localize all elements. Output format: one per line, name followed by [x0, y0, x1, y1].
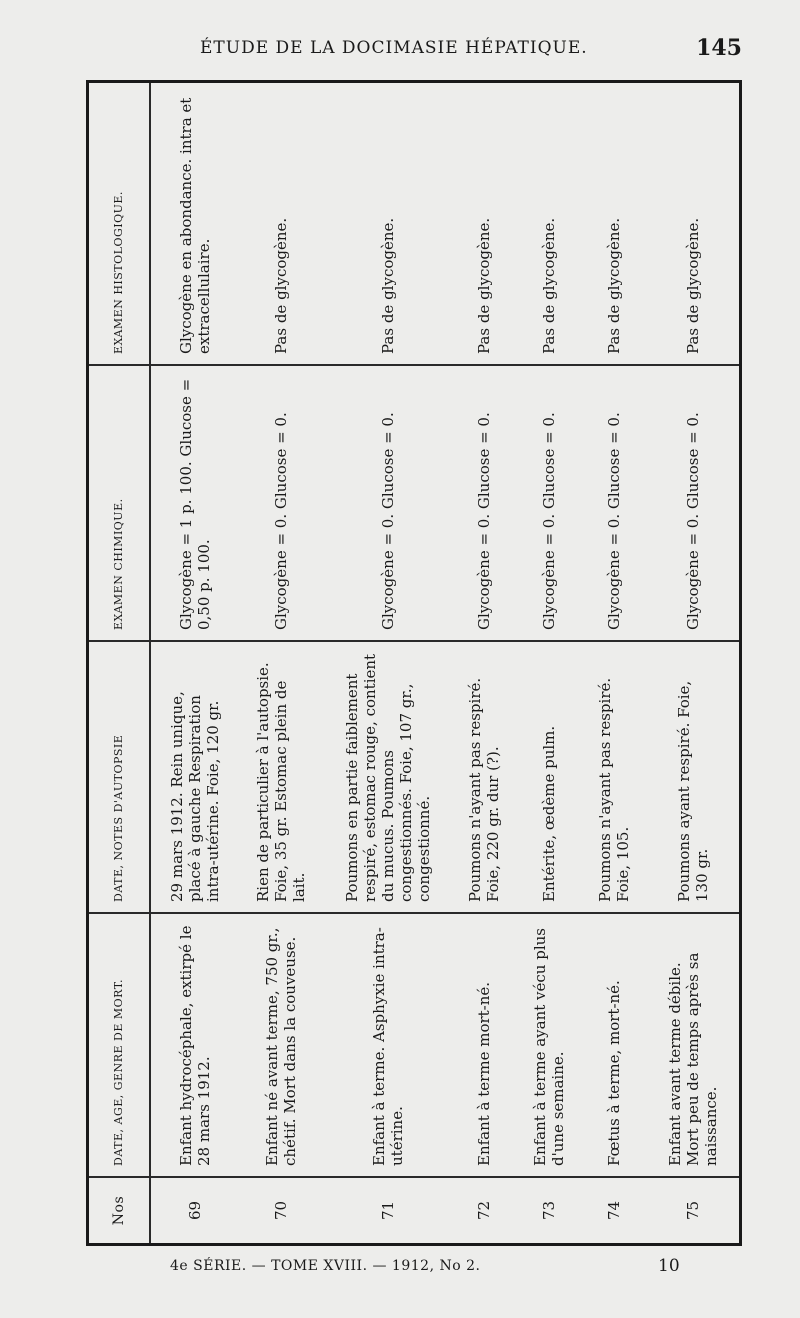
cell-genre: Enfant à terme mort-né.: [452, 913, 516, 1177]
cell-histologique: Pas de glycogène.: [239, 83, 323, 365]
cell-autopsie: 29 mars 1912. Rein unique, placé à gauche Respiration intra-utérine. Foie, 120 gr.: [150, 641, 239, 913]
cell-autopsie: Poumons ayant respiré. Foie, 130 gr.: [648, 641, 739, 913]
cell-histologique: Glycogène en abondance. intra et extracellulaire.: [150, 83, 239, 365]
cell-chimique: Glycogène = 0. Glucose = 0.: [452, 365, 516, 641]
column-header-genre: DATE, AGE, GENRE DE MORT.: [89, 913, 150, 1177]
cell-chimique: Glycogène = 0. Glucose = 0.: [239, 365, 323, 641]
column-header-autopsie: DATE, NOTES D'AUTOPSIE: [89, 641, 150, 913]
series-info: 4e SÉRIE. — TOME XVIII. — 1912, No 2.: [170, 1258, 481, 1274]
page-header: [0, 35, 800, 68]
table-row: [452, 83, 516, 1243]
table-row: [150, 83, 239, 1243]
cell-autopsie: Poumons n'ayant pas respiré. Foie, 220 gr. dur (?).: [452, 641, 516, 913]
column-header-chimique: EXAMEN CHIMIQUE.: [89, 365, 150, 641]
cell-chimique: Glycogène = 1 p. 100. Glucose = 0,50 p. 100.: [150, 365, 239, 641]
cell-no: 71: [378, 1200, 397, 1221]
cell-chimique: Glycogène = 0. Glucose = 0.: [323, 365, 452, 641]
cell-histologique: Pas de glycogène.: [323, 83, 452, 365]
column-header-histologique: EXAMEN HISTOLOGIQUE.: [89, 83, 150, 365]
cell-no: 74: [605, 1200, 624, 1221]
cell-no: 72: [475, 1200, 494, 1221]
table-row: [648, 83, 739, 1243]
page-footer: [0, 1252, 800, 1282]
cell-genre: Enfant né avant terme, 750 gr., chétif. Mort dans la couveuse.: [239, 913, 323, 1177]
cell-no: 70: [272, 1200, 291, 1221]
cell-chimique: Glycogène = 0. Glucose = 0.: [648, 365, 739, 641]
table-header-row: [89, 83, 150, 1243]
table-row: [239, 83, 323, 1243]
cell-genre: Enfant à terme ayant vécu plus d'une semaine.: [517, 913, 581, 1177]
cell-histologique: Pas de glycogène.: [648, 83, 739, 365]
table-frame: [86, 80, 742, 1246]
cell-autopsie: Poumons en partie faiblement respiré, estomac rouge, contient du mucus. Poumons congestionnés. Foie, 107 gr., congestionné.: [323, 641, 452, 913]
cell-chimique: Glycogène = 0. Glucose = 0.: [517, 365, 581, 641]
page-number: 145: [696, 35, 742, 61]
cell-no: 69: [185, 1200, 204, 1221]
cell-histologique: Pas de glycogène.: [517, 83, 581, 365]
cell-histologique: Pas de glycogène.: [452, 83, 516, 365]
running-title: ÉTUDE DE LA DOCIMASIE HÉPATIQUE.: [200, 38, 588, 58]
table-row: [517, 83, 581, 1243]
cell-genre: Enfant à terme. Asphyxie intra-utérine.: [323, 913, 452, 1177]
cell-genre: Enfant avant terme débile. Mort peu de temps après sa naissance.: [648, 913, 739, 1177]
table-row: [581, 83, 648, 1243]
table-row: [323, 83, 452, 1243]
cell-autopsie: Poumons n'ayant pas respiré. Foie, 105.: [581, 641, 648, 913]
cell-genre: Enfant hydrocéphale, extirpé le 28 mars 1912.: [150, 913, 239, 1177]
autopsy-table: [89, 83, 739, 1243]
cell-genre: Fœtus à terme, mort-né.: [581, 913, 648, 1177]
cell-autopsie: Entérite, œdème pulm.: [517, 641, 581, 913]
cell-no: 73: [539, 1200, 558, 1221]
cell-autopsie: Rien de particulier à l'autopsie. Foie, 35 gr. Estomac plein de lait.: [239, 641, 323, 913]
cell-chimique: Glycogène = 0. Glucose = 0.: [581, 365, 648, 641]
sheet-number: 10: [658, 1256, 680, 1276]
cell-no: 75: [684, 1200, 703, 1221]
cell-histologique: Pas de glycogène.: [581, 83, 648, 365]
column-header-no: Nos: [89, 1177, 150, 1243]
